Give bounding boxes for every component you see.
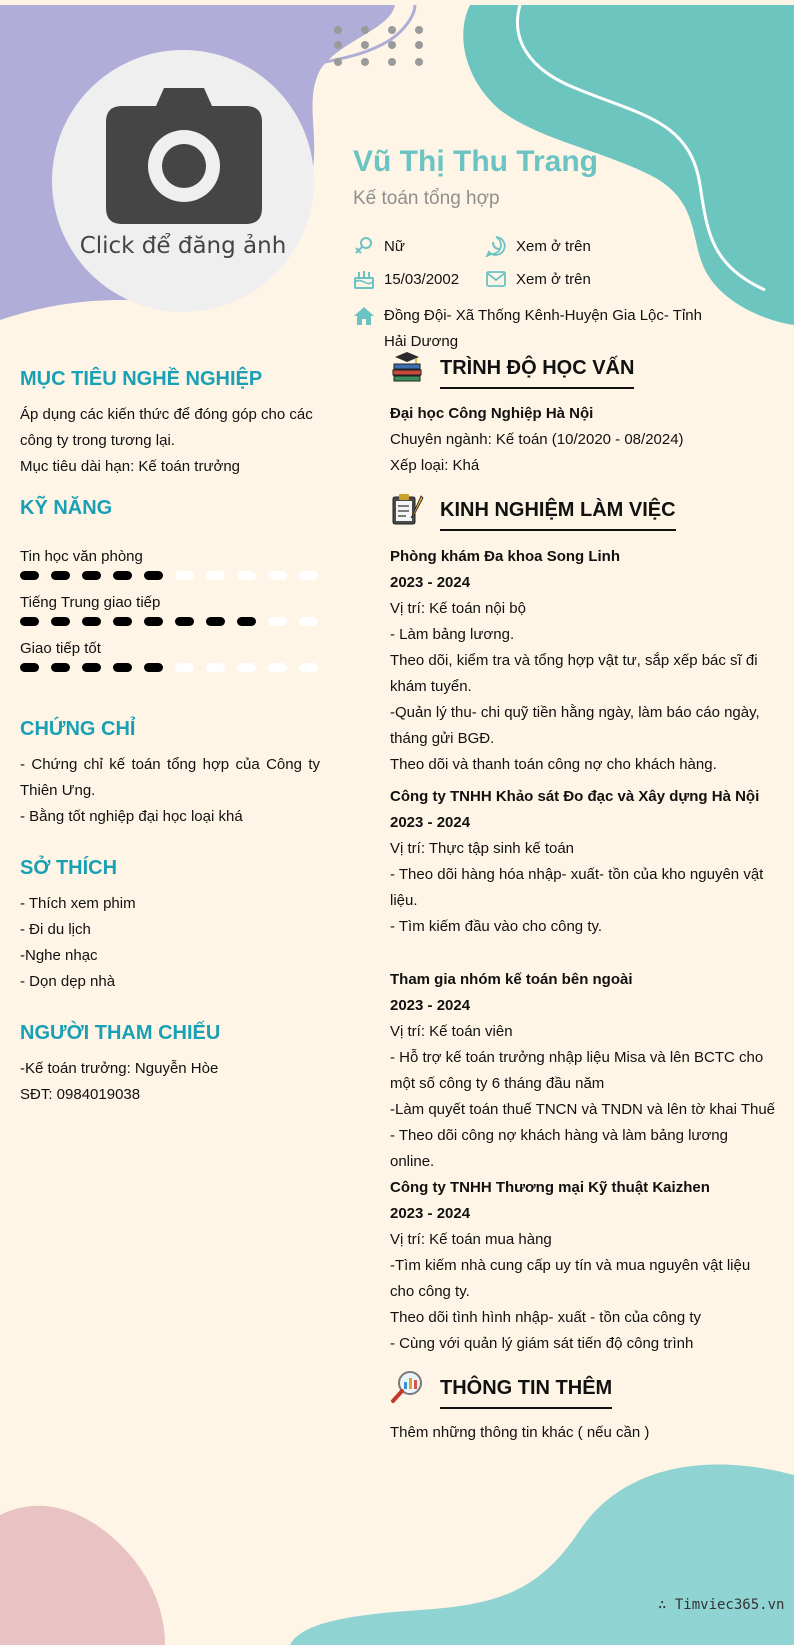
skill-dot-filled <box>82 617 101 626</box>
email-value: Xem ở trên <box>516 271 591 288</box>
job-entry <box>390 1175 770 1357</box>
skill-dot-empty <box>206 571 225 580</box>
education-major: Chuyên ngành: Kế toán (10/2020 - 08/2024) <box>390 431 684 448</box>
school-name: Đại học Công Nghiệp Hà Nội <box>390 405 594 422</box>
skill-dot-filled <box>175 617 194 626</box>
certificate-line: - Bằng tốt nghiệp đại học loại khá <box>20 808 243 825</box>
skill-dot-empty <box>206 663 225 672</box>
skill-dot-empty <box>299 571 318 580</box>
phone-icon <box>485 235 507 257</box>
hobby-line: - Đi du lịch <box>20 921 91 938</box>
job-detail: Theo dõi và thanh toán công nợ cho khách hàng. <box>390 756 717 773</box>
certificates-text <box>20 752 320 830</box>
job-period: 2023 - 2024 <box>390 814 471 831</box>
job-company: Phòng khám Đa khoa Song Linh <box>390 548 621 565</box>
job-detail: - Theo dõi hàng hóa nhập- xuất- tồn của kho nguyên vật liệu. <box>390 866 764 909</box>
skill-dot-empty <box>268 571 287 580</box>
objective-heading: MỤC TIÊU NGHỀ NGHIỆP <box>20 368 263 390</box>
additional-heading: THÔNG TIN THÊM <box>440 1377 612 1409</box>
skill-dot-empty <box>268 617 287 626</box>
magnifier-chart-icon <box>390 1370 424 1404</box>
job-position: Vị trí: Kế toán viên <box>390 1023 513 1040</box>
skill-dot-filled <box>82 571 101 580</box>
candidate-name: Vũ Thị Thu Trang <box>353 145 598 178</box>
job-detail: - Làm bảng lương. <box>390 626 515 643</box>
skill-dot-filled <box>51 571 70 580</box>
skill-name: Giao tiếp tốt <box>20 640 101 657</box>
hobbies-text <box>20 891 320 995</box>
skill-dot-filled <box>113 663 132 672</box>
gender-value: Nữ <box>384 238 405 255</box>
job-detail: - Tìm kiếm đầu vào cho công ty. <box>390 918 603 935</box>
clipboard-icon <box>390 492 424 526</box>
skill-dot-filled <box>51 663 70 672</box>
job-entry <box>390 967 776 1175</box>
birthday-value: 15/03/2002 <box>384 271 460 288</box>
job-company: Công ty TNHH Khảo sát Đo đạc và Xây dựng Hà Nội <box>390 788 760 805</box>
job-entry <box>390 784 770 940</box>
skill-dot-filled <box>206 617 225 626</box>
certificate-line: - Chứng chỉ kế toán tổng hợp của Công ty Thiên Ưng. <box>20 756 320 799</box>
reference-line: -Kế toán trưởng: Nguyễn Hòe <box>20 1060 219 1077</box>
job-detail: Theo dõi tình hình nhập- xuất - tồn của công ty <box>390 1309 702 1326</box>
hobbies-heading: SỞ THÍCH <box>20 857 118 879</box>
job-detail: -Làm quyết toán thuế TNCN và TNDN và lên tờ khai Thuế <box>390 1101 776 1118</box>
experience-heading: KINH NGHIỆM LÀM VIỆC <box>440 499 676 531</box>
job-position: Vị trí: Kế toán nội bộ <box>390 600 526 617</box>
skill-dot-empty <box>299 663 318 672</box>
job-detail: -Quản lý thu- chi quỹ tiền hằng ngày, làm báo cáo ngày, tháng gửi BGĐ. <box>390 704 760 747</box>
skill-dot-filled <box>20 663 39 672</box>
phone-value: Xem ở trên <box>516 238 591 255</box>
skill-dot-empty <box>237 663 256 672</box>
skill-dot-empty <box>237 571 256 580</box>
hobby-line: - Dọn dẹp nhà <box>20 973 116 990</box>
avatar-upload[interactable] <box>52 50 314 312</box>
books-icon <box>390 350 424 384</box>
objective-text <box>20 402 320 480</box>
email-icon <box>485 268 507 290</box>
job-detail: - Cùng với quản lý giám sát tiến độ công trình <box>390 1335 694 1352</box>
skill-dot-filled <box>113 571 132 580</box>
references-heading: NGƯỜI THAM CHIẾU <box>20 1022 221 1044</box>
skill-dot-filled <box>20 571 39 580</box>
skill-name: Tiếng Trung giao tiếp <box>20 594 161 611</box>
home-icon <box>353 305 375 327</box>
job-detail: Theo dõi, kiểm tra và tổng hợp vật tư, sắp xếp bác sĩ đi khám tuyển. <box>390 652 758 695</box>
job-position: Vị trí: Kế toán mua hàng <box>390 1231 552 1248</box>
job-entry <box>390 544 770 778</box>
education-content <box>390 401 770 479</box>
camera-icon <box>106 88 262 224</box>
skill-dot-empty <box>175 571 194 580</box>
education-rank: Xếp loại: Khá <box>390 457 480 474</box>
additional-content <box>390 1420 770 1446</box>
job-period: 2023 - 2024 <box>390 1205 471 1222</box>
job-company: Tham gia nhóm kế toán bên ngoài <box>390 971 633 988</box>
job-detail: - Hỗ trợ kế toán trưởng nhập liệu Misa và lên BCTC cho một số công ty 6 tháng đầu năm <box>390 1049 764 1092</box>
objective-line: Mục tiêu dài hạn: Kế toán trưởng <box>20 458 241 475</box>
skill-dot-filled <box>144 571 163 580</box>
job-detail: -Tìm kiếm nhà cung cấp uy tín và mua nguyên vật liệu cho công ty. <box>390 1257 751 1300</box>
avatar-label: Click để đăng ảnh <box>79 233 287 259</box>
skill-name: Tin học văn phòng <box>20 548 143 565</box>
watermark: ∴ Timviec365.vn <box>658 1597 785 1613</box>
skill-dot-filled <box>51 617 70 626</box>
gender-icon <box>353 235 375 257</box>
skill-dot-filled <box>82 663 101 672</box>
job-position: Vị trí: Thực tập sinh kế toán <box>390 840 575 857</box>
education-heading: TRÌNH ĐỘ HỌC VẤN <box>440 357 634 389</box>
skill-dot-filled <box>144 617 163 626</box>
skill-dot-empty <box>175 663 194 672</box>
skills-heading: KỸ NĂNG <box>20 497 113 519</box>
job-company: Công ty TNHH Thương mại Kỹ thuật Kaizhen <box>390 1179 710 1196</box>
skill-dot-filled <box>144 663 163 672</box>
hobby-line: -Nghe nhạc <box>20 947 98 964</box>
hobby-line: - Thích xem phim <box>20 895 136 912</box>
skill-dot-empty <box>299 617 318 626</box>
skill-dot-empty <box>268 663 287 672</box>
objective-line: Áp dụng các kiến thức để đóng góp cho các công ty trong tương lại. <box>20 406 313 449</box>
cake-icon <box>353 268 375 290</box>
job-period: 2023 - 2024 <box>390 997 471 1014</box>
address-value: Đồng Đội- Xã Thống Kênh-Huyện Gia Lộc- Tỉnh Hải Dương <box>384 307 702 350</box>
skill-dot-filled <box>113 617 132 626</box>
skill-dot-filled <box>20 617 39 626</box>
additional-text: Thêm những thông tin khác ( nếu cần ) <box>390 1424 650 1441</box>
reference-line: SĐT: 0984019038 <box>20 1086 141 1103</box>
references-text <box>20 1056 320 1108</box>
job-title: Kế toán tổng hợp <box>353 188 500 209</box>
skill-dot-filled <box>237 617 256 626</box>
job-period: 2023 - 2024 <box>390 574 471 591</box>
certificates-heading: CHỨNG CHỈ <box>20 718 136 740</box>
job-detail: - Theo dõi công nợ khách hàng và làm bảng lương online. <box>390 1127 728 1170</box>
